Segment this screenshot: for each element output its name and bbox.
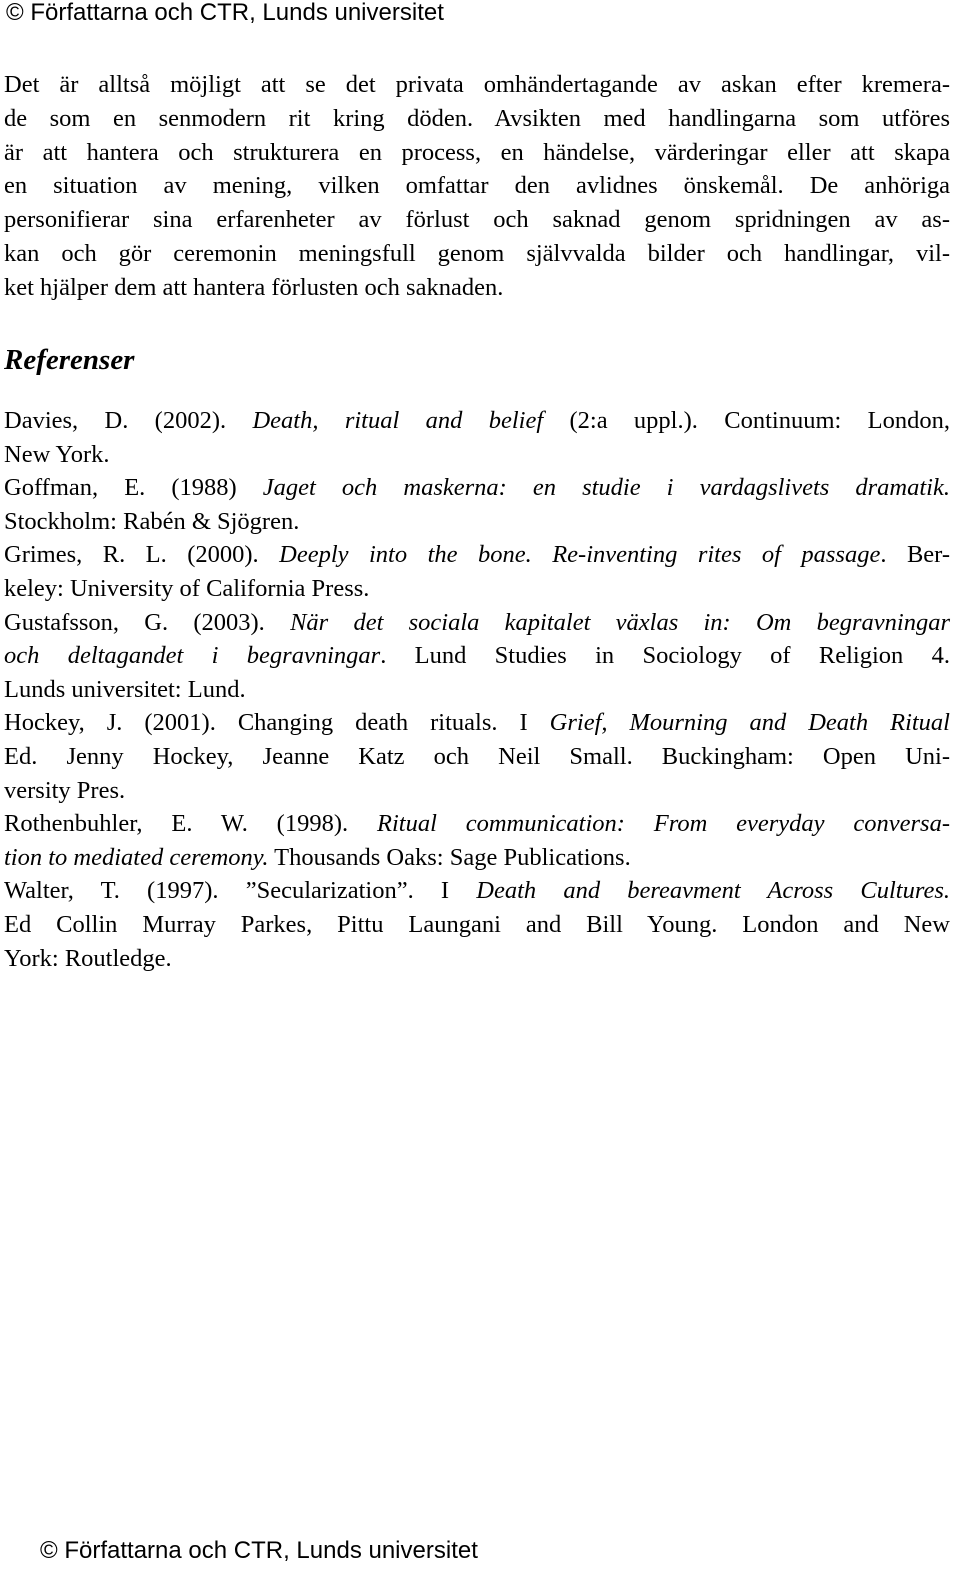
reference-line: Lunds universitet: Lund. <box>4 675 246 703</box>
reference-line: New York. <box>4 440 110 468</box>
reference-item <box>4 874 950 975</box>
reference-item <box>4 606 950 707</box>
reference-text: . Ber- <box>880 541 950 569</box>
reference-text: Davies, D. (2002). <box>4 407 253 434</box>
paragraph-line: en situation av mening, vilken omfattar den avlidnes önskemål. De anhöriga <box>4 172 950 200</box>
reference-title: Deeply into the bone. Re-inventing rites of passage <box>279 541 881 569</box>
reference-text: Gustafsson, G. (2003). <box>4 608 291 636</box>
reference-text: Rothenbuhler, E. W. (1998). <box>4 810 377 838</box>
reference-item <box>4 471 950 538</box>
reference-line <box>4 471 950 505</box>
page-header-copyright: © Författarna och CTR, Lunds universitet <box>6 0 444 26</box>
reference-line <box>4 606 950 640</box>
reference-line <box>4 404 950 438</box>
reference-line <box>4 807 950 841</box>
reference-title: Death and bereavment Across Cultures. <box>476 877 951 905</box>
reference-item <box>4 404 950 471</box>
references-heading: Referenser <box>4 344 135 376</box>
reference-title: Death, ritual and belief <box>252 407 544 434</box>
reference-item <box>4 706 950 807</box>
reference-text: Goffman, E. (1988) <box>4 474 263 502</box>
paragraph-line: är att hantera och strukturera en process, en händelse, värderingar eller att skapa <box>4 138 950 166</box>
reference-line: Ed Collin Murray Parkes, Pittu Laungani and Bill Young. London and New <box>4 910 950 938</box>
reference-text: . Lund Studies in Sociology of Religion 4. <box>380 642 950 670</box>
reference-line <box>4 841 950 875</box>
paragraph-line: Det är alltså möjligt att se det privata omhändertagande av askan efter kremera- <box>4 71 950 98</box>
reference-text: Hockey, J. (2001). Changing death rituals. I <box>4 709 550 737</box>
reference-text: Walter, T. (1997). ”Secularization”. I <box>4 877 477 905</box>
reference-line: versity Pres. <box>4 776 126 804</box>
reference-line <box>4 639 950 673</box>
reference-text: (2:a uppl.). Continuum: London, <box>543 407 950 434</box>
body-paragraph <box>4 68 950 305</box>
reference-title: När det sociala kapitalet växlas in: Om begravningar <box>290 608 950 636</box>
reference-line: keley: University of California Press. <box>4 574 370 602</box>
reference-text: Grimes, R. L. (2000). <box>4 541 280 569</box>
reference-item <box>4 807 950 874</box>
reference-title: Jaget och maskerna: en studie i vardagslivets dramatik. <box>262 474 950 502</box>
reference-line <box>4 874 951 908</box>
reference-line: Stockholm: Rabén & Sjögren. <box>4 507 300 535</box>
reference-line <box>4 706 950 740</box>
reference-item <box>4 538 950 605</box>
reference-title: och deltagandet i begravningar <box>4 642 381 670</box>
reference-title: tion to mediated ceremony. <box>4 843 269 871</box>
paragraph-line: ket hjälper dem att hantera förlusten och saknaden. <box>4 273 504 301</box>
reference-line: Ed. Jenny Hockey, Jeanne Katz och Neil Small. Buckingham: Open Uni- <box>4 742 950 770</box>
references-list <box>4 404 950 975</box>
reference-text: Thousands Oaks: Sage Publications. <box>268 843 631 871</box>
page-footer-copyright: © Författarna och CTR, Lunds universitet <box>40 1537 478 1564</box>
paragraph-line: kan och gör ceremonin meningsfull genom självvalda bilder och handlingar, vil- <box>4 239 950 267</box>
reference-title: Ritual communication: From everyday conversa- <box>376 810 950 838</box>
reference-line: York: Routledge. <box>4 944 172 972</box>
paragraph-line: de som en senmodern rit kring döden. Avsikten med handlingarna som utföres <box>4 104 950 132</box>
reference-line <box>4 538 950 572</box>
reference-title: Grief, Mourning and Death Ritual <box>549 709 950 737</box>
paragraph-line: personifierar sina erfarenheter av förlust och saknad genom spridningen av as- <box>4 206 950 234</box>
